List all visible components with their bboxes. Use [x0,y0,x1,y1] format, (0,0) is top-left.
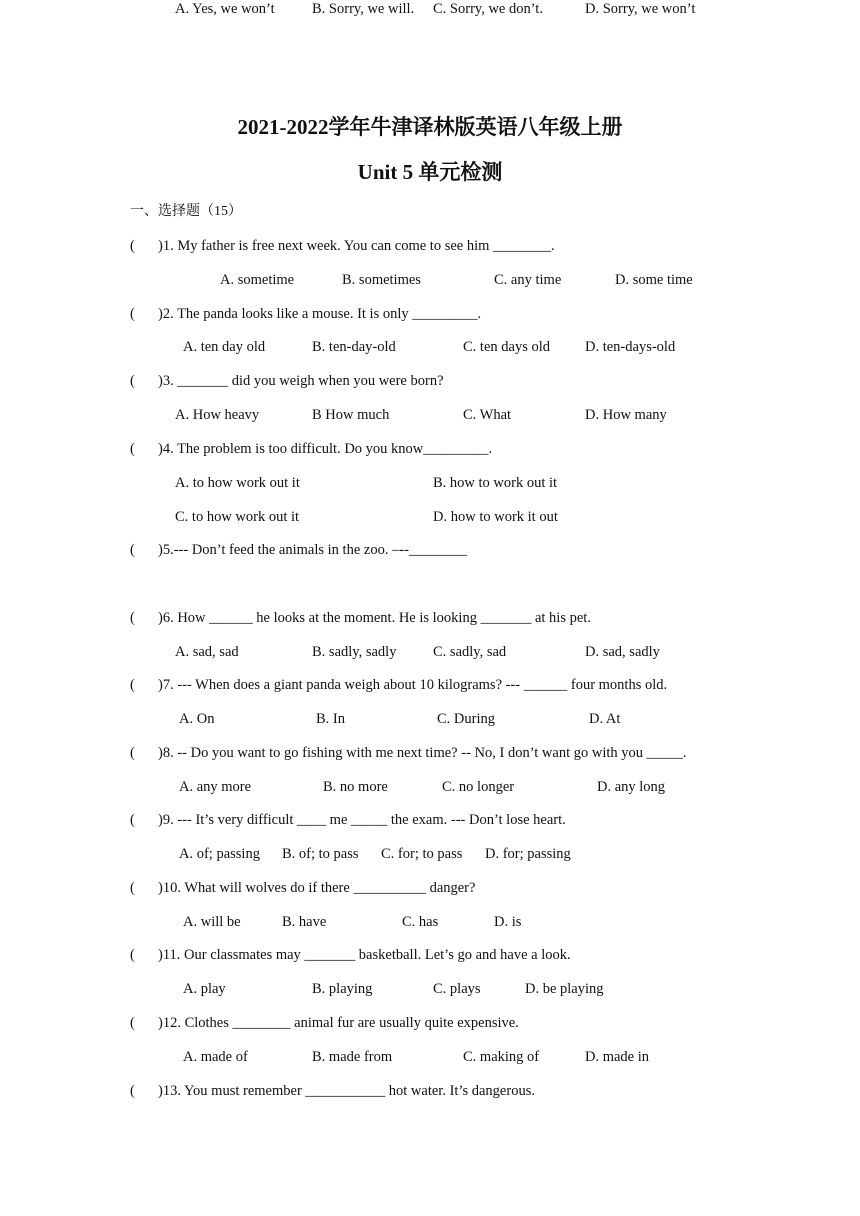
question-text: )12. Clothes ________ animal fur are usually quite expensive. [158,1015,519,1031]
answer-option: B How much [312,407,390,423]
answer-option: D. be playing [525,981,604,997]
answer-option: B. no more [323,779,388,795]
document-subtitle: Unit 5 单元检测 [357,160,503,184]
answer-option: C. has [402,914,439,930]
question-text: )10. What will wolves do if there __________ danger? [158,880,476,896]
question-text: )7. --- When does a giant panda weigh about 10 kilograms? --- ______ four months old. [158,677,668,693]
answer-option: D. is [494,914,522,930]
answer-option: D. any long [597,779,666,795]
answer-option: C. What [463,407,512,423]
question-text: )11. Our classmates may _______ basketball. Let’s go and have a look. [158,947,571,963]
answer-option: C. ten days old [463,339,550,355]
answer-option: B. Sorry, we will. [312,1,415,17]
answer-option: C. for; to pass [381,846,463,862]
answer-option: A. Yes, we won’t [175,1,275,17]
answer-option: B. In [316,711,345,727]
answer-option: B. how to work out it [433,475,558,491]
answer-paren: ( [130,238,135,254]
answer-option: B. of; to pass [282,846,359,862]
answer-option: A. made of [183,1049,248,1065]
answer-option: D. At [589,711,621,727]
question-text: )8. -- Do you want to go fishing with me next time? -- No, I don’t want go with you _____. [158,745,687,761]
answer-paren: ( [130,745,135,761]
question-text: )13. You must remember ___________ hot water. It’s dangerous. [158,1083,535,1099]
answer-paren: ( [130,373,135,389]
answer-paren: ( [130,1083,135,1099]
answer-option: D. for; passing [485,846,571,862]
answer-option: C. plays [433,981,481,997]
answer-paren: ( [130,441,135,457]
question-text: )3. _______ did you weigh when you were born? [158,373,444,389]
answer-option: B. sometimes [342,272,421,288]
answer-option: A. play [183,981,226,997]
question-text: )2. The panda looks like a mouse. It is only _________. [158,306,482,322]
answer-option: B. playing [312,981,373,997]
question-text: )5.--- Don’t feed the animals in the zoo. –--________ [158,542,467,558]
answer-option: B. sadly, sadly [312,644,397,660]
answer-option: A. How heavy [175,407,260,423]
document-title: 2021-2022学年牛津译林版英语八年级上册 [237,115,623,139]
answer-option: C. sadly, sad [433,644,507,660]
answer-option: C. making of [463,1049,540,1065]
answer-option: A. sometime [220,272,295,288]
answer-option: A. ten day old [183,339,266,355]
answer-option: A. sad, sad [175,644,239,660]
answer-paren: ( [130,610,135,626]
answer-option: C. During [437,711,495,727]
answer-option: D. some time [615,272,693,288]
answer-option: C. no longer [442,779,515,795]
answer-option: A. any more [179,779,252,795]
answer-option: C. Sorry, we don’t. [433,1,543,17]
question-text: )6. How ______ he looks at the moment. He is looking _______ at his pet. [158,610,591,626]
answer-option: A. will be [183,914,241,930]
answer-option: D. made in [585,1049,650,1065]
answer-option: D. How many [585,407,667,423]
answer-paren: ( [130,306,135,322]
question-text: )9. --- It’s very difficult ____ me _____ the exam. --- Don’t lose heart. [158,812,566,828]
answer-option: D. ten-days-old [585,339,676,355]
answer-option: B. have [282,914,327,930]
answer-option: D. sad, sadly [585,644,660,660]
answer-option: A. On [179,711,215,727]
answer-paren: ( [130,880,135,896]
answer-paren: ( [130,542,135,558]
answer-option: C. to how work out it [175,509,300,525]
question-text: )1. My father is free next week. You can come to see him ________. [158,238,555,254]
section-heading: 一、选择题（15） [130,204,242,219]
answer-option: A. to how work out it [175,475,300,491]
answer-option: C. any time [494,272,562,288]
answer-option: B. ten-day-old [312,339,396,355]
answer-option: B. made from [312,1049,393,1065]
answer-paren: ( [130,947,135,963]
question-text: )4. The problem is too difficult. Do you know_________. [158,441,493,457]
answer-paren: ( [130,812,135,828]
answer-option: D. how to work it out [433,509,558,525]
answer-paren: ( [130,677,135,693]
answer-paren: ( [130,1015,135,1031]
answer-option: A. of; passing [179,846,260,862]
answer-option: D. Sorry, we won’t [585,1,696,17]
